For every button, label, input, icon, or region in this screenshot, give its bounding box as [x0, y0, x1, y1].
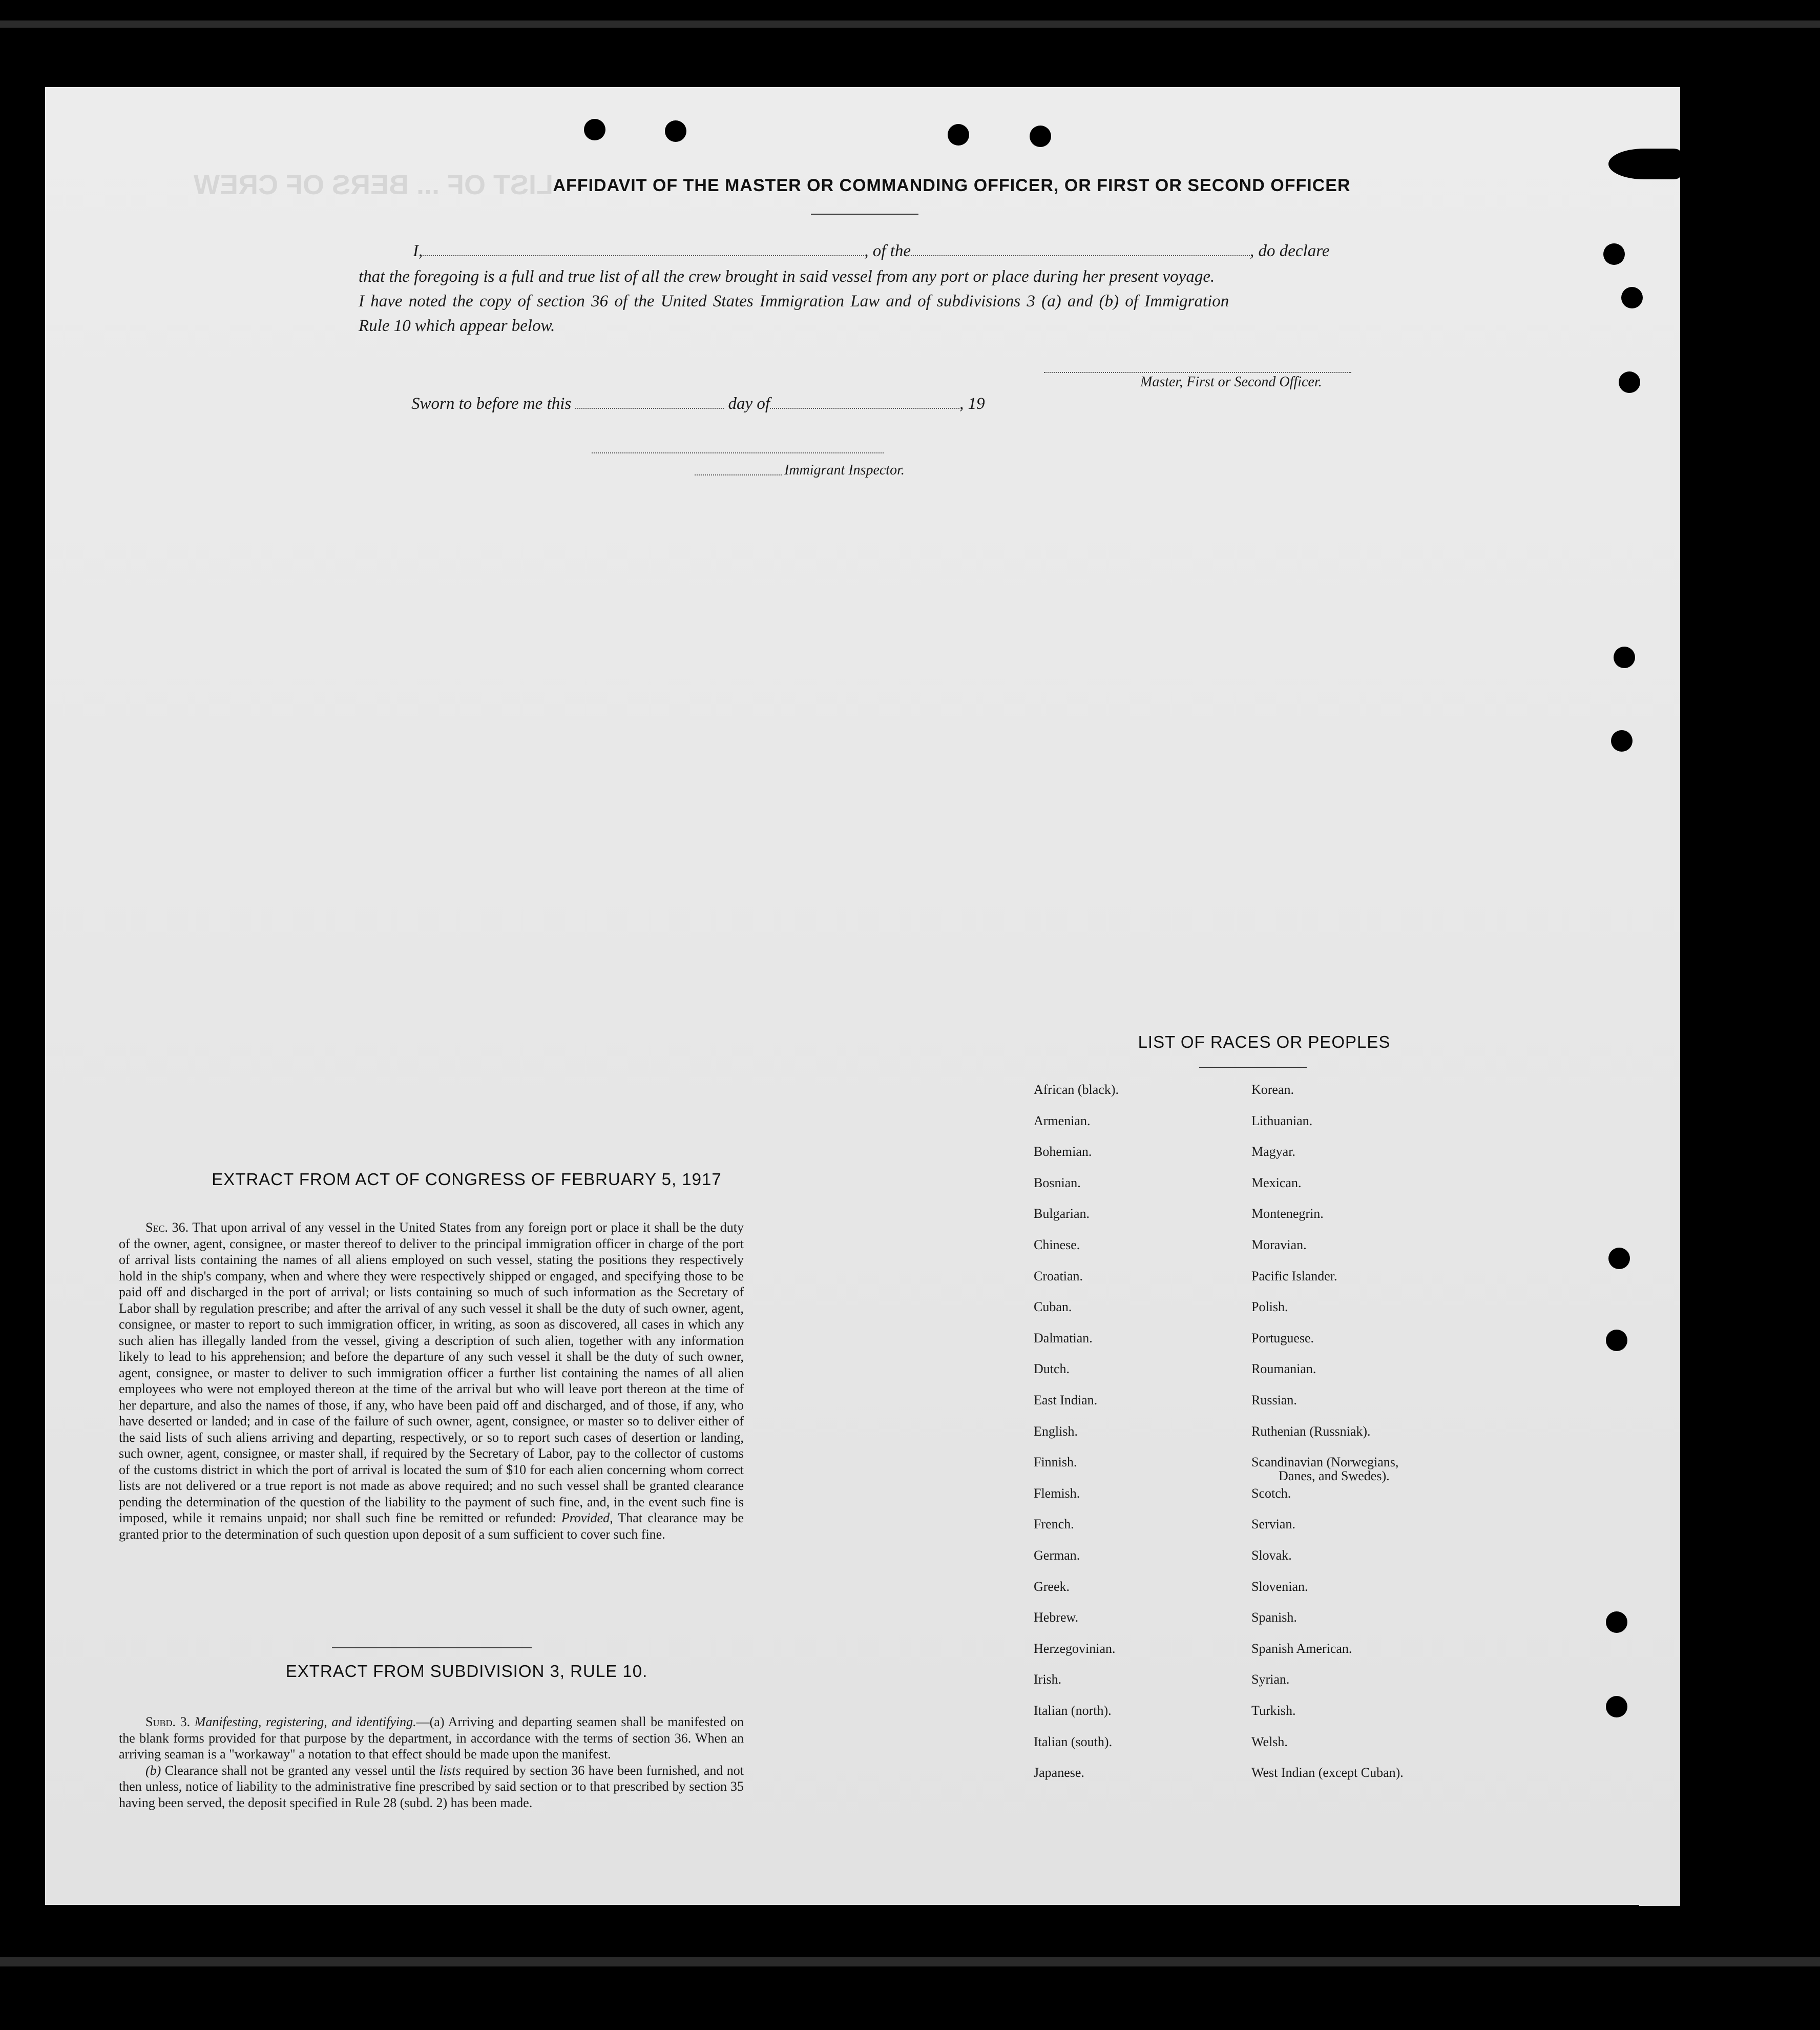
punch-hole	[1606, 1611, 1627, 1633]
race-item-left: Finnish.	[1034, 1455, 1077, 1469]
punch-hole	[665, 120, 686, 142]
vessel-blank	[911, 255, 1250, 256]
race-item-right: Lithuanian.	[1251, 1113, 1313, 1128]
scan-border-bottom	[0, 1957, 1820, 1966]
subd-label: Subd. 3.	[145, 1714, 191, 1729]
binder-tab	[1608, 149, 1680, 179]
race-item-right: Servian.	[1251, 1517, 1295, 1531]
race-item-right: Spanish American.	[1251, 1641, 1352, 1656]
race-item-left: Japanese.	[1034, 1765, 1084, 1780]
master-caption: Master, First or Second Officer.	[1140, 374, 1322, 390]
race-item-right: West Indian (except Cuban).	[1251, 1765, 1404, 1780]
day-blank	[575, 407, 724, 409]
extract-divider	[332, 1647, 532, 1648]
race-item-left: Croatian.	[1034, 1269, 1083, 1283]
punch-hole	[1603, 243, 1625, 265]
race-item-left: Italian (north).	[1034, 1703, 1112, 1718]
section-body-end: That clearance may be granted prior to the determination of such question upon deposit of a sum sufficient to cover such fine.	[119, 1510, 744, 1542]
race-item-right: Korean.	[1251, 1082, 1294, 1097]
month-blank	[770, 407, 959, 409]
section-36-text	[119, 1219, 744, 1542]
race-item-left: Dalmatian.	[1034, 1331, 1093, 1345]
declaration-line-2: that the foregoing is a full and true list of all the crew brought in said vessel from any port or place during her present voyage.	[359, 267, 1215, 286]
race-item-left: Greek.	[1034, 1579, 1070, 1594]
race-item-left: Chinese.	[1034, 1237, 1080, 1252]
race-item-left: Italian (south).	[1034, 1734, 1113, 1749]
name-blank	[423, 255, 864, 256]
para-b-text-1: Clearance shall not be granted any vessel until the	[164, 1763, 436, 1778]
race-item-left: African (black).	[1034, 1082, 1119, 1097]
race-item-left: Dutch.	[1034, 1361, 1070, 1376]
declaration-declare: , do declare	[1249, 242, 1330, 260]
race-item-right: Scandinavian (Norwegians,	[1251, 1455, 1399, 1469]
para-b-label: (b)	[145, 1763, 161, 1778]
race-item-right: Montenegrin.	[1251, 1206, 1324, 1221]
race-item-right: Portuguese.	[1251, 1331, 1314, 1345]
punch-hole	[1614, 647, 1635, 668]
races-title: LIST OF RACES OR PEOPLES	[1138, 1032, 1391, 1051]
para-a-text: Arriving and departing seamen shall be manifested on the blank forms provided for that purpose by the department, in accordance with the terms of section 36. When an arriving seaman is a "workaway" a notation to that effect should be made upon the manifest.	[119, 1714, 744, 1762]
race-item-right: Magyar.	[1251, 1144, 1295, 1159]
provided-word: Provided,	[561, 1510, 613, 1525]
race-item-left: Bulgarian.	[1034, 1206, 1090, 1221]
punch-hole	[1619, 371, 1640, 393]
subd-heading: Manifesting, registering, and identifying.	[194, 1714, 416, 1729]
para-b-text-2: required by section 36 have been furnished, and not then unless, notice of liability to the administrative fine prescribed by said section or to that prescribed by section 35 having been served, the deposit specified in Rule 28 (subd. 2) has been made.	[119, 1763, 744, 1810]
day-of-text: day of	[728, 395, 770, 413]
title-divider	[811, 214, 918, 215]
declaration-line-3: I have noted the copy of section 36 of the United States Immigration Law and of subdivisions 3 (a) and (b) of Immigration	[359, 292, 1229, 310]
punch-hole	[1608, 1248, 1630, 1269]
declaration-line-4: Rule 10 which appear below.	[359, 317, 555, 335]
year-text: , 19	[959, 395, 985, 413]
punch-hole	[1611, 730, 1633, 752]
race-item-right: Moravian.	[1251, 1237, 1307, 1252]
declaration-of: , of the	[864, 242, 911, 260]
race-item-left: German.	[1034, 1548, 1080, 1563]
race-item-left: Cuban.	[1034, 1299, 1072, 1314]
document-page	[45, 87, 1680, 1905]
rule-10-text	[119, 1714, 744, 1811]
race-item-right: Slovak.	[1251, 1548, 1292, 1563]
act-extract-title: EXTRACT FROM ACT OF CONGRESS OF FEBRUARY 5, 1917	[212, 1170, 722, 1189]
race-item-left: Armenian.	[1034, 1113, 1091, 1128]
punch-hole	[948, 124, 969, 146]
race-item-left: Irish.	[1034, 1672, 1062, 1687]
race-item-left: English.	[1034, 1424, 1078, 1439]
master-signature-line	[1044, 371, 1351, 373]
race-item-right: Roumanian.	[1251, 1361, 1316, 1376]
para-b-lists: lists	[439, 1763, 461, 1778]
race-item-left: East Indian.	[1034, 1393, 1098, 1407]
punch-hole	[1621, 287, 1643, 308]
race-item-right: Mexican.	[1251, 1175, 1302, 1190]
race-item-right: Ruthenian (Russniak).	[1251, 1424, 1371, 1439]
scan-border-top	[0, 20, 1820, 28]
race-item-right: Slovenian.	[1251, 1579, 1308, 1594]
punch-hole	[1606, 1330, 1627, 1351]
race-item-right: Scotch.	[1251, 1486, 1291, 1501]
race-item-left: Bohemian.	[1034, 1144, 1092, 1159]
affidavit-title: AFFIDAVIT OF THE MASTER OR COMMANDING OFFICER, OR FIRST OR SECOND OFFICER	[553, 176, 1351, 195]
inspector-caption: Immigrant Inspector.	[784, 462, 905, 478]
inspector-lead-dots	[695, 474, 782, 475]
race-item-right: Syrian.	[1251, 1672, 1290, 1687]
inspector-signature-line	[592, 452, 884, 453]
race-item-right: Polish.	[1251, 1299, 1288, 1314]
sworn-text: Sworn to before me this	[411, 395, 572, 413]
section-body: That upon arrival of any vessel in the United States from any foreign port or place it shall be the duty of the owner, agent, consignee, or master thereof to deliver to the principal immigration officer in charge of the port of arrival lists containing the names of all aliens employed on such vessel, stating the positions they respectively hold in the ship's company, when and where they were respectively shipped or engaged, and specifying those to be paid off and discharged in the port of arrival; or lists containing so much of such information as the Secretary of Labor shall by regulation prescribe; and after the arrival of any such vessel it shall be the duty of such owner, agent, consignee, or master to report to such immigration officer, in writing, as soon as discovered, all cases in which any such alien has illegally landed from the vessel, giving a description of such alien, together with any information likely to lead to his apprehension; and before the departure of any such vessel it shall be the duty of such owner, agent, consignee, or master to deliver to such immigration officer a further list containing the names of all alien employees who were not employed thereon at the time of the arrival but who will leave port thereon at the time of her departure, and also the names of those, if any, who have been paid off and discharged, and of those, if any, who have deserted or landed; and in case of the failure of such owner, agent, consignee, or master so to deliver either of the said lists of such aliens arriving and departing, respectively, or so to report such cases of desertion or landing, such owner, agent, consignee, or master shall, if required by the Secretary of Labor, pay to the collector of customs of the customs district in which the port of arrival is located the sum of $10 for each alien concerning whom correct lists are not delivered or a true report is not made as above required; and no such vessel shall be granted clearance pending the determination of the question of the liability to the payment of such fine, and, in the event such fine is imposed, while it remains unpaid; nor shall such fine be remitted or refunded:	[119, 1220, 744, 1525]
race-item-left: French.	[1034, 1517, 1074, 1531]
declaration-i: I,	[413, 242, 423, 260]
section-label: Sec. 36.	[145, 1220, 189, 1235]
race-item-left: Bosnian.	[1034, 1175, 1081, 1190]
races-divider	[1199, 1067, 1307, 1068]
rule-extract-title: EXTRACT FROM SUBDIVISION 3, RULE 10.	[285, 1662, 648, 1681]
sworn-line	[411, 395, 985, 413]
race-item-right: Russian.	[1251, 1393, 1297, 1407]
race-item-left: Flemish.	[1034, 1486, 1080, 1501]
para-a-label: —(a)	[416, 1714, 445, 1729]
race-item-right: Welsh.	[1251, 1734, 1288, 1749]
punch-hole	[1030, 126, 1051, 147]
punch-hole	[584, 119, 605, 140]
race-item-right: Spanish.	[1251, 1610, 1297, 1625]
bleed-through-title: LIST OF ... BERS OF CREW	[194, 170, 553, 200]
race-item-left: Herzegovinian.	[1034, 1641, 1116, 1656]
race-item-right-continuation: Danes, and Swedes).	[1279, 1468, 1390, 1483]
declaration-line-1	[413, 242, 1329, 261]
race-item-left: Hebrew.	[1034, 1610, 1079, 1625]
race-item-right: Pacific Islander.	[1251, 1269, 1337, 1283]
punch-hole	[1606, 1696, 1627, 1717]
race-item-right: Turkish.	[1251, 1703, 1296, 1718]
